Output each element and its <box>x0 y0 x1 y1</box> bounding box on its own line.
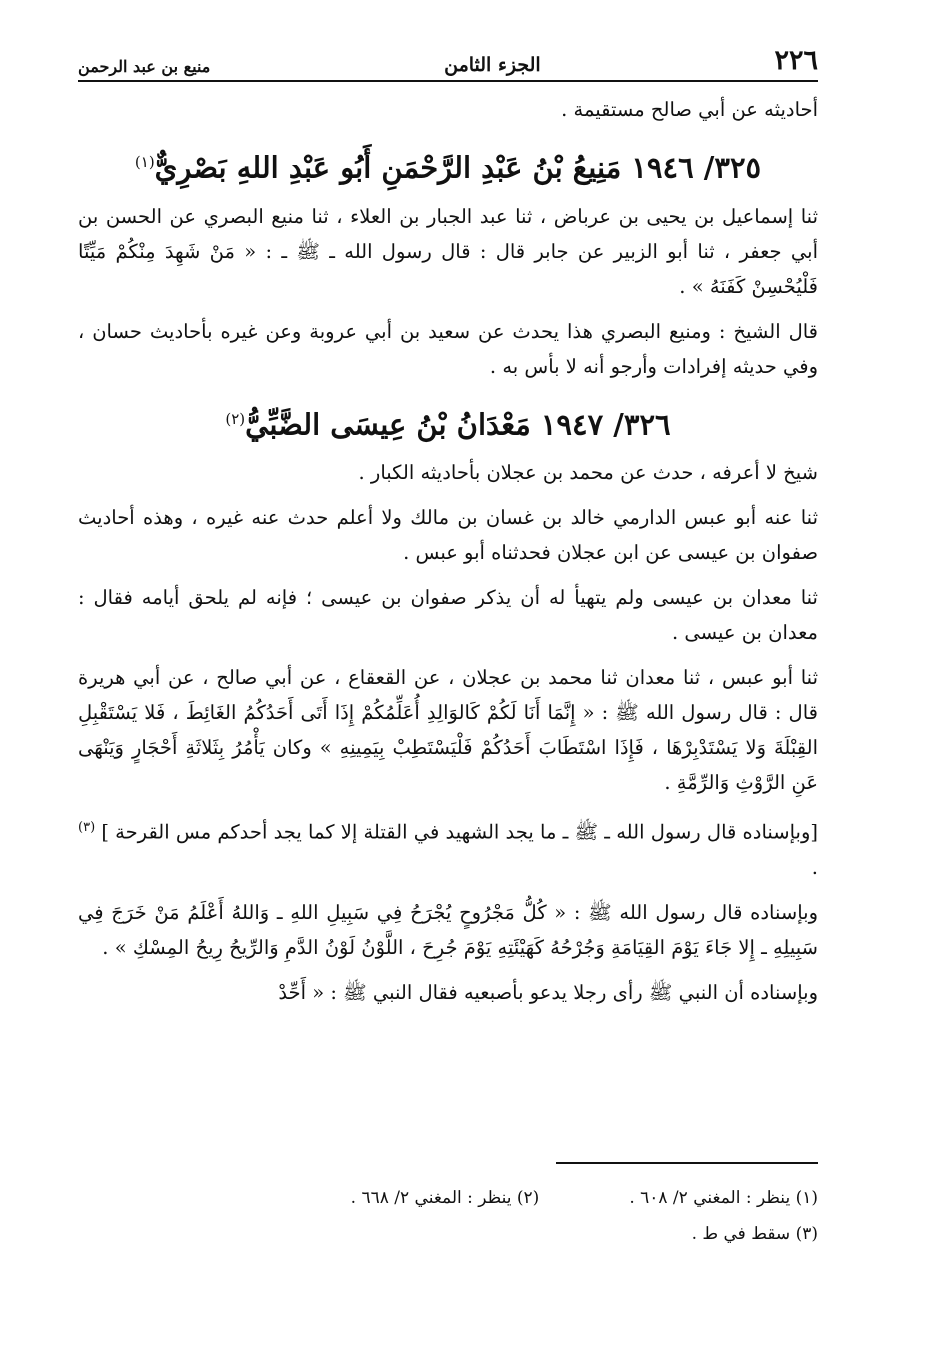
paragraph: وبإسناده قال رسول الله ﷺ : « كُلُّ مَجْرُوحٍ يُجْرَحُ فِي سَبِيلِ اللهِ ـ وَاللهُ أَعْلَمُ مَنْ خَرَجَ فِي سَبِيلِهِ ـ إِلا جَاءَ يَوْمَ القِيَامَةِ وَجُرْحُهُ كَهَيْئَتِهِ يَوْمَ جُرِحَ ، اللَّوْنُ لَوْنُ الدَّمِ وَالرِّيحُ رِيحُ المِسْكِ » . <box>78 900 818 959</box>
footnote-divider <box>556 1162 818 1164</box>
paragraph-text: [وبإسناده قال رسول الله ـ ﷺ ـ ما يجد الشهيد في القتلة إلا كما يجد أحدكم مس القرحة ] <box>101 820 818 844</box>
page-body <box>78 92 818 1010</box>
paragraph: وبإسناده أن النبي ﷺ رأى رجلا يدعو بأصبعيه فقال النبي ﷺ : « أَحِّدْ <box>278 980 818 1004</box>
running-title: منيع بن عبد الرحمن <box>78 57 211 76</box>
paragraph: ثنا إسماعيل بن يحيى بن عرباض ، ثنا عبد الجبار بن العلاء ، ثنا منيع البصري عن الحسن بن أبي جعفر ، ثنا أبو الزبير عن جابر قال : قال رسول الله ـ ﷺ ـ : « مَنْ شَهِدَ مِنْكُمْ مَيِّتًا فَلْيُحْسِنْ كَفَنَهُ » . <box>78 204 818 298</box>
entry-heading <box>78 137 818 193</box>
part-title: الجزء الثامن <box>444 54 541 76</box>
paragraph: قال الشيخ : ومنيع البصري هذا يحدث عن سعيد بن أبي عروبة وعن غيره بأحاديث حسان ، وفي حديثه إفرادات وأرجو أنه لا بأس به . <box>78 319 818 378</box>
entry-heading-text: ٣٢٥/ ١٩٤٦ مَنِيعُ بْنُ عَبْدِ الرَّحْمَنِ أَبُو عَبْدِ اللهِ بَصْرِيٌّ <box>154 150 762 185</box>
entry-heading-text: ٣٢٦/ ١٩٤٧ مَعْدَانُ بْنُ عِيسَى الضَّبِّيُّ <box>245 407 671 442</box>
page-number: ٢٢٦ <box>774 45 818 76</box>
footnote-3: (٣) سقط في ط . <box>691 1224 818 1244</box>
paragraph: أحاديثه عن أبي صالح مستقيمة . <box>561 98 818 121</box>
paragraph: ثنا عنه أبو عبس الدارمي خالد بن غسان بن مالك ولا أعلم حدث عنه غيره ، وهذه أحاديث صفوان بن عيسى عن ابن عجلان فحدثناه أبو عبس . <box>78 506 818 565</box>
paragraph <box>78 810 818 885</box>
footnote-1: (١) ينظر : المغني ٢/ ٦٠٨ . <box>629 1188 818 1208</box>
paragraph: ثنا معدان بن عيسى ولم يتهيأ له أن يذكر صفوان بن عيسى ؛ فإنه لم يلحق أيامه فقال : معدان بن عيسى . <box>78 586 818 645</box>
footnote-marker: (١) <box>134 153 155 171</box>
footnote-2: (٢) ينظر : المغني ٢/ ٦٦٨ . <box>350 1188 540 1208</box>
paragraph: ثنا أبو عبس ، ثنا معدان ثنا محمد بن عجلان ، عن القعقاع ، عن أبي صالح ، عن أبي هريرة قال : قال رسول الله ﷺ : « إِنَّمَا أَنَا لَكُمْ كَالوَالِدِ أُعَلِّمُكُمْ إِذَا أَتَى أَحَدُكُمُ الغَائِطَ ، فَلا يَسْتَقْبِلِ القِبْلَةَ وَلا يَسْتَدْبِرْهَا ، فَإِذَا اسْتَطَابَ أَحَدُكُمْ فَلْيَسْتَطِبْ بِيَمِينِهِ » وكان يَأْمُرُ بِثَلاثَةِ أَحْجَارٍ وَيَنْهَى عَنِ الرَّوْثِ وَالرِّمَّةِ . <box>78 666 818 795</box>
footnote-marker: (٢) <box>225 409 246 428</box>
footnotes <box>78 1180 818 1252</box>
footnote-row <box>78 1180 818 1216</box>
paragraph: شيخ لا أعرفه ، حدث عن محمد بن عجلان بأحاديثه الكبار . <box>358 461 818 485</box>
footnote-marker: (٣) <box>78 820 96 836</box>
footnote-row <box>78 1216 818 1252</box>
page-header <box>78 36 818 82</box>
paragraph-end: . <box>811 855 818 879</box>
entry-heading <box>78 394 818 450</box>
